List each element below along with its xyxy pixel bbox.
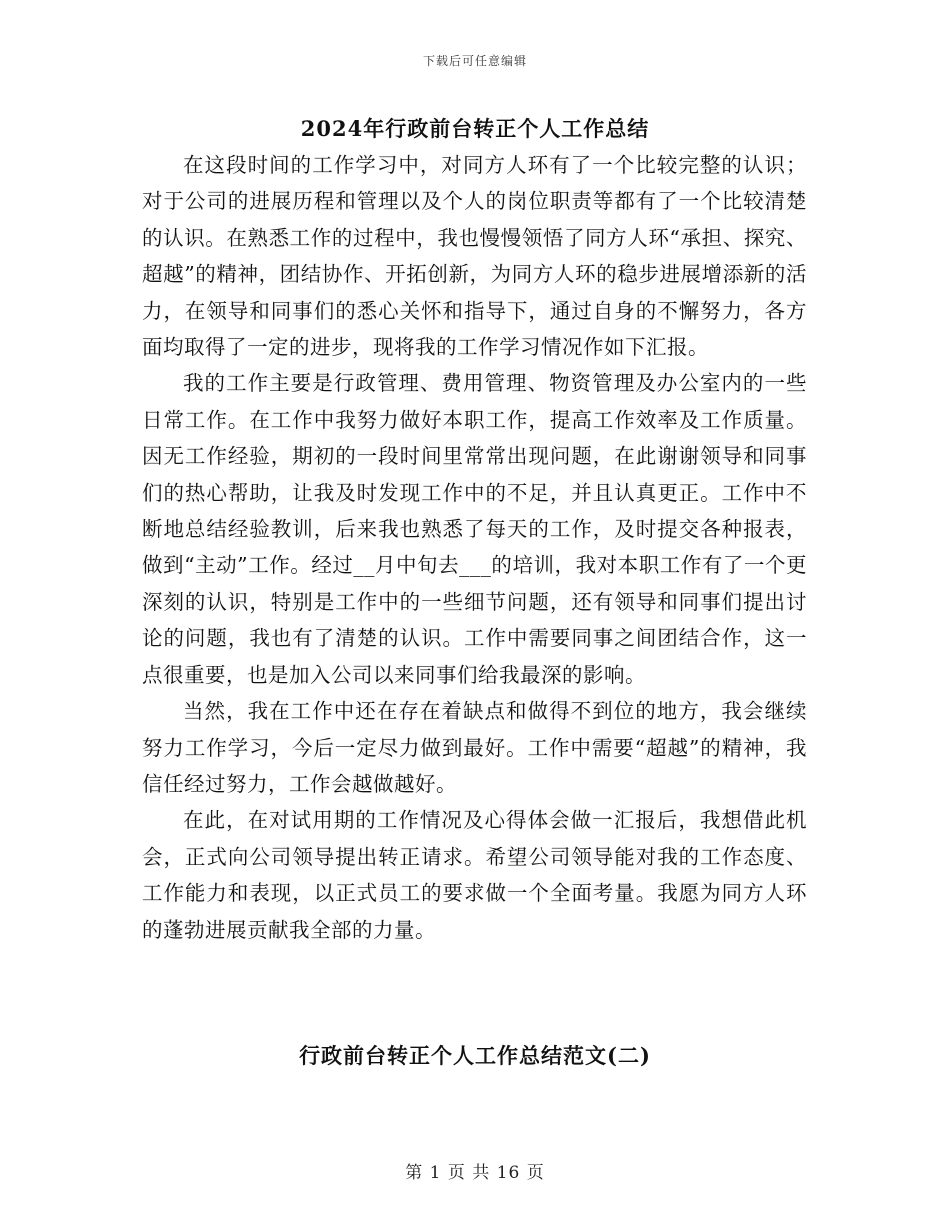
paragraph-4: 在此，在对试用期的工作情况及心得体会做一汇报后，我想借此机会，正式向公司领导提出转正请求。希望公司领导能对我的工作态度、工作能力和表现，以正式员工的要求做一个全面考量。我愿为同方人环的蓬勃进展贡献我全部的力量。 xyxy=(142,808,807,942)
paragraph-1: 在这段时间的工作学习中，对同方人环有了一个比较完整的认识；对于公司的进展历程和管理以及个人的岗位职责等都有了一个比较清楚的认识。在熟悉工作的过程中，我也慢慢领悟了同方人环“承担、探究、超越”的精神，团结协作、开拓创新，为同方人环的稳步进展增添新的活力，在领导和同事们的悉心关怀和指导下，通过自身的不懈努力，各方面均取得了一定的进步，现将我的工作学习情况作如下汇报。 xyxy=(142,153,807,360)
paragraph-2: 我的工作主要是行政管理、费用管理、物资管理及办公室内的一些日常工作。在工作中我努力做好本职工作，提高工作效率及工作质量。因无工作经验，期初的一段时间里常常出现问题，在此谢谢领导和同事们的热心帮助，让我及时发现工作中的不足，并且认真更正。工作中不断地总结经验教训，后来我也熟悉了每天的工作，及时提交各种报表，做到“主动”工作。经过__月中旬去___的培训，我对本职工作有了一个更深刻的认识，特别是工作中的一些细节问题，还有领导和同事们提出讨论的问题，我也有了清楚的认识。工作中需要同事之间团结合作，这一点很重要，也是加入公司以来同事们给我最深的影响。 xyxy=(142,371,807,687)
next-section-title: 行政前台转正个人工作总结范文(二) xyxy=(299,1043,651,1068)
header-note: 下载后可任意编辑 xyxy=(422,54,527,68)
page-indicator: 第 1 页 共 16 页 xyxy=(405,1163,545,1183)
paragraph-3: 当然，我在工作中还在存在着缺点和做得不到位的地方，我会继续努力工作学习，今后一定尽力做到最好。工作中需要“超越”的精神，我信任经过努力，工作会越做越好。 xyxy=(142,699,807,796)
document-body xyxy=(142,147,807,948)
document-title: 2024年行政前台转正个人工作总结 xyxy=(300,116,650,141)
